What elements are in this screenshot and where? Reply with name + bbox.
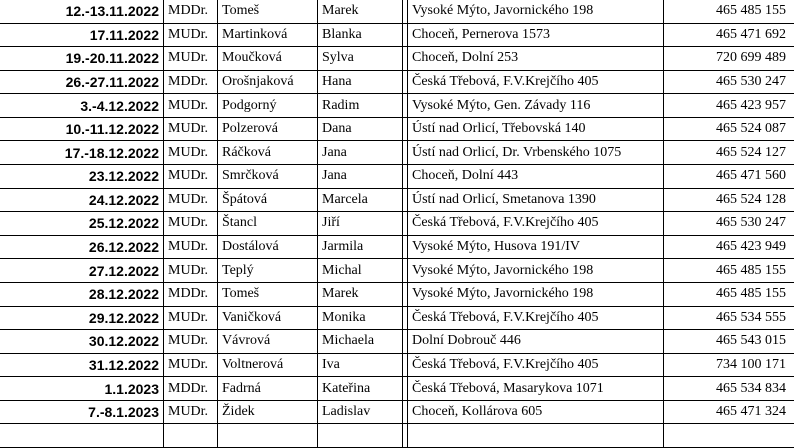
cell-title: MUDr. [164,259,218,283]
cell-title: MDDr. [164,71,218,95]
cell-firstname: Blanka [318,24,408,48]
cell-address: Vysoké Mýto, Javornického 198 [408,0,664,24]
cell-phone: 465 485 155 [664,259,794,283]
cell-title: MUDr. [164,118,218,142]
cell-title: MUDr. [164,47,218,71]
cell-address: Česká Třebová, F.V.Krejčího 405 [408,354,664,378]
cell-surname: Tomeš [218,0,318,24]
cell-phone [664,424,794,448]
cell-date: 23.12.2022 [0,165,164,189]
cell-date [0,424,164,448]
cell-date: 17.-18.12.2022 [0,141,164,165]
cell-address: Choceň, Dolní 443 [408,165,664,189]
cell-surname: Teplý [218,259,318,283]
cell-surname: Tomeš [218,283,318,307]
cell-surname: Dostálová [218,236,318,260]
cell-title: MUDr. [164,141,218,165]
cell-title: MUDr. [164,24,218,48]
cell-surname [218,424,318,448]
cell-address: Česká Třebová, F.V.Krejčího 405 [408,71,664,95]
cell-phone: 720 699 489 [664,47,794,71]
cell-firstname: Sylva [318,47,408,71]
cell-title: MDDr. [164,377,218,401]
cell-address: Ústí nad Orlicí, Třebovská 140 [408,118,664,142]
cell-title: MUDr. [164,189,218,213]
cell-address [408,424,664,448]
cell-address: Dolní Dobrouč 446 [408,330,664,354]
cell-surname: Polzerová [218,118,318,142]
cell-phone: 465 524 087 [664,118,794,142]
cell-surname: Špátová [218,189,318,213]
cell-title: MUDr. [164,330,218,354]
cell-date: 1.1.2023 [0,377,164,401]
cell-surname: Moučková [218,47,318,71]
cell-title [164,424,218,448]
cell-firstname: Jarmila [318,236,408,260]
cell-phone: 465 471 560 [664,165,794,189]
cell-date: 28.12.2022 [0,283,164,307]
cell-firstname [318,424,408,448]
cell-surname: Vávrová [218,330,318,354]
cell-date: 31.12.2022 [0,354,164,378]
cell-surname: Fadrná [218,377,318,401]
cell-title: MUDr. [164,354,218,378]
cell-address: Česká Třebová, F.V.Krejčího 405 [408,212,664,236]
cell-firstname: Kateřina [318,377,408,401]
cell-date: 26.-27.11.2022 [0,71,164,95]
cell-title: MUDr. [164,307,218,331]
cell-firstname: Jana [318,165,408,189]
cell-phone: 465 530 247 [664,212,794,236]
cell-firstname: Ladislav [318,401,408,425]
cell-surname: Smrčková [218,165,318,189]
cell-title: MUDr. [164,94,218,118]
cell-phone: 465 485 155 [664,0,794,24]
cell-phone: 465 534 834 [664,377,794,401]
cell-date: 19.-20.11.2022 [0,47,164,71]
cell-title: MUDr. [164,401,218,425]
cell-surname: Podgorný [218,94,318,118]
cell-phone: 734 100 171 [664,354,794,378]
cell-phone: 465 471 324 [664,401,794,425]
cell-phone: 465 534 555 [664,307,794,331]
cell-address: Vysoké Mýto, Gen. Závady 116 [408,94,664,118]
cell-address: Česká Třebová, Masarykova 1071 [408,377,664,401]
cell-firstname: Jiří [318,212,408,236]
cell-title: MUDr. [164,212,218,236]
cell-address: Ústí nad Orlicí, Smetanova 1390 [408,189,664,213]
cell-firstname: Dana [318,118,408,142]
cell-date: 7.-8.1.2023 [0,401,164,425]
cell-title: MUDr. [164,165,218,189]
cell-title: MDDr. [164,283,218,307]
cell-date: 30.12.2022 [0,330,164,354]
cell-firstname: Michaela [318,330,408,354]
cell-firstname: Michal [318,259,408,283]
cell-firstname: Radim [318,94,408,118]
cell-address: Vysoké Mýto, Husova 191/IV [408,236,664,260]
cell-phone: 465 524 127 [664,141,794,165]
cell-phone: 465 524 128 [664,189,794,213]
cell-title: MDDr. [164,0,218,24]
cell-date: 25.12.2022 [0,212,164,236]
cell-phone: 465 543 015 [664,330,794,354]
cell-date: 27.12.2022 [0,259,164,283]
cell-address: Choceň, Kollárova 605 [408,401,664,425]
cell-phone: 465 423 949 [664,236,794,260]
cell-firstname: Jana [318,141,408,165]
cell-address: Choceň, Pernerova 1573 [408,24,664,48]
cell-firstname: Iva [318,354,408,378]
cell-date: 29.12.2022 [0,307,164,331]
cell-surname: Židek [218,401,318,425]
cell-address: Česká Třebová, F.V.Krejčího 405 [408,307,664,331]
cell-phone: 465 471 692 [664,24,794,48]
cell-date: 10.-11.12.2022 [0,118,164,142]
cell-firstname: Monika [318,307,408,331]
cell-firstname: Marcela [318,189,408,213]
cell-phone: 465 530 247 [664,71,794,95]
cell-firstname: Marek [318,283,408,307]
cell-address: Choceň, Dolní 253 [408,47,664,71]
cell-date: 24.12.2022 [0,189,164,213]
cell-date: 17.11.2022 [0,24,164,48]
cell-date: 12.-13.11.2022 [0,0,164,24]
cell-surname: Orošnjaková [218,71,318,95]
cell-phone: 465 485 155 [664,283,794,307]
cell-address: Vysoké Mýto, Javornického 198 [408,259,664,283]
cell-date: 3.-4.12.2022 [0,94,164,118]
cell-firstname: Hana [318,71,408,95]
cell-surname: Ráčková [218,141,318,165]
cell-firstname: Marek [318,0,408,24]
cell-address: Ústí nad Orlicí, Dr. Vrbenského 1075 [408,141,664,165]
cell-surname: Vaničková [218,307,318,331]
cell-date: 26.12.2022 [0,236,164,260]
cell-address: Vysoké Mýto, Javornického 198 [408,283,664,307]
cell-surname: Štancl [218,212,318,236]
cell-phone: 465 423 957 [664,94,794,118]
cell-title: MUDr. [164,236,218,260]
cell-surname: Voltnerová [218,354,318,378]
cell-surname: Martinková [218,24,318,48]
